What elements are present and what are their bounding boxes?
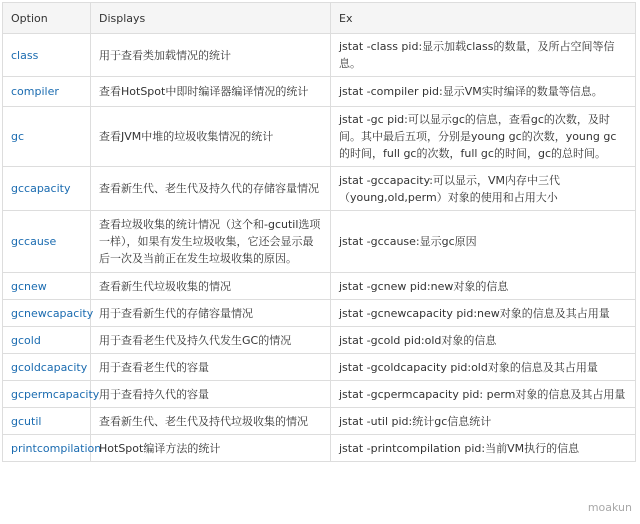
ex-cell: jstat -class pid:显示加载class的数量，及所占空间等信息。	[331, 34, 636, 77]
ex-cell: jstat -compiler pid:显示VM实时编译的数量等信息。	[331, 77, 636, 107]
option-cell: gcnewcapacity	[3, 300, 91, 327]
displays-cell: HotSpot编译方法的统计	[91, 435, 331, 462]
table-row	[3, 107, 636, 167]
table-row	[3, 211, 636, 273]
table-row	[3, 408, 636, 435]
header-ex: Ex	[331, 3, 636, 34]
ex-cell: jstat -gcold pid:old对象的信息	[331, 327, 636, 354]
option-cell: printcompilation	[3, 435, 91, 462]
ex-cell: jstat -gccause:显示gc原因	[331, 211, 636, 273]
table-row	[3, 34, 636, 77]
jstat-options-table	[2, 2, 636, 462]
displays-cell: 查看新生代垃圾收集的情况	[91, 273, 331, 300]
option-cell: gc	[3, 107, 91, 167]
option-cell: gcpermcapacity	[3, 381, 91, 408]
table-row	[3, 273, 636, 300]
displays-cell: 用于查看老生代及持久代发生GC的情况	[91, 327, 331, 354]
displays-cell: 查看JVM中堆的垃圾收集情况的统计	[91, 107, 331, 167]
ex-cell: jstat -gcoldcapacity pid:old对象的信息及其占用量	[331, 354, 636, 381]
ex-cell: jstat -gc pid:可以显示gc的信息，查看gc的次数，及时间。其中最后五项，分别是young gc的次数，young gc的时间，full gc的次数，full gc的时间，gc的总时间。	[331, 107, 636, 167]
displays-cell: 用于查看持久代的容量	[91, 381, 331, 408]
table-header-row	[3, 3, 636, 34]
option-cell: gcoldcapacity	[3, 354, 91, 381]
ex-cell: jstat -gccapacity:可以显示，VM内存中三代（young,old,perm）对象的使用和占用大小	[331, 167, 636, 211]
table-row	[3, 167, 636, 211]
ex-cell: jstat -printcompilation pid:当前VM执行的信息	[331, 435, 636, 462]
option-cell: gccause	[3, 211, 91, 273]
table-row	[3, 300, 636, 327]
option-cell: gcutil	[3, 408, 91, 435]
table-row	[3, 354, 636, 381]
displays-cell: 查看新生代、老生代及持久代的存储容量情况	[91, 167, 331, 211]
option-cell: compiler	[3, 77, 91, 107]
table-row	[3, 77, 636, 107]
header-option: Option	[3, 3, 91, 34]
displays-cell: 查看HotSpot中即时编译器编译情况的统计	[91, 77, 331, 107]
displays-cell: 查看垃圾收集的统计情况（这个和-gcutil选项一样），如果有发生垃圾收集，它还会显示最后一次及当前正在发生垃圾收集的原因。	[91, 211, 331, 273]
watermark-text: moakun	[587, 501, 632, 514]
option-cell: class	[3, 34, 91, 77]
ex-cell: jstat -gcnew pid:new对象的信息	[331, 273, 636, 300]
ex-cell: jstat -gcpermcapacity pid: perm对象的信息及其占用量	[331, 381, 636, 408]
ex-cell: jstat -gcnewcapacity pid:new对象的信息及其占用量	[331, 300, 636, 327]
option-cell: gcnew	[3, 273, 91, 300]
header-displays: Displays	[91, 3, 331, 34]
displays-cell: 查看新生代、老生代及持代垃圾收集的情况	[91, 408, 331, 435]
displays-cell: 用于查看类加载情况的统计	[91, 34, 331, 77]
option-cell: gcold	[3, 327, 91, 354]
table-row	[3, 381, 636, 408]
table-row	[3, 327, 636, 354]
displays-cell: 用于查看新生代的存储容量情况	[91, 300, 331, 327]
option-cell: gccapacity	[3, 167, 91, 211]
displays-cell: 用于查看老生代的容量	[91, 354, 331, 381]
table-row	[3, 435, 636, 462]
ex-cell: jstat -util pid:统计gc信息统计	[331, 408, 636, 435]
